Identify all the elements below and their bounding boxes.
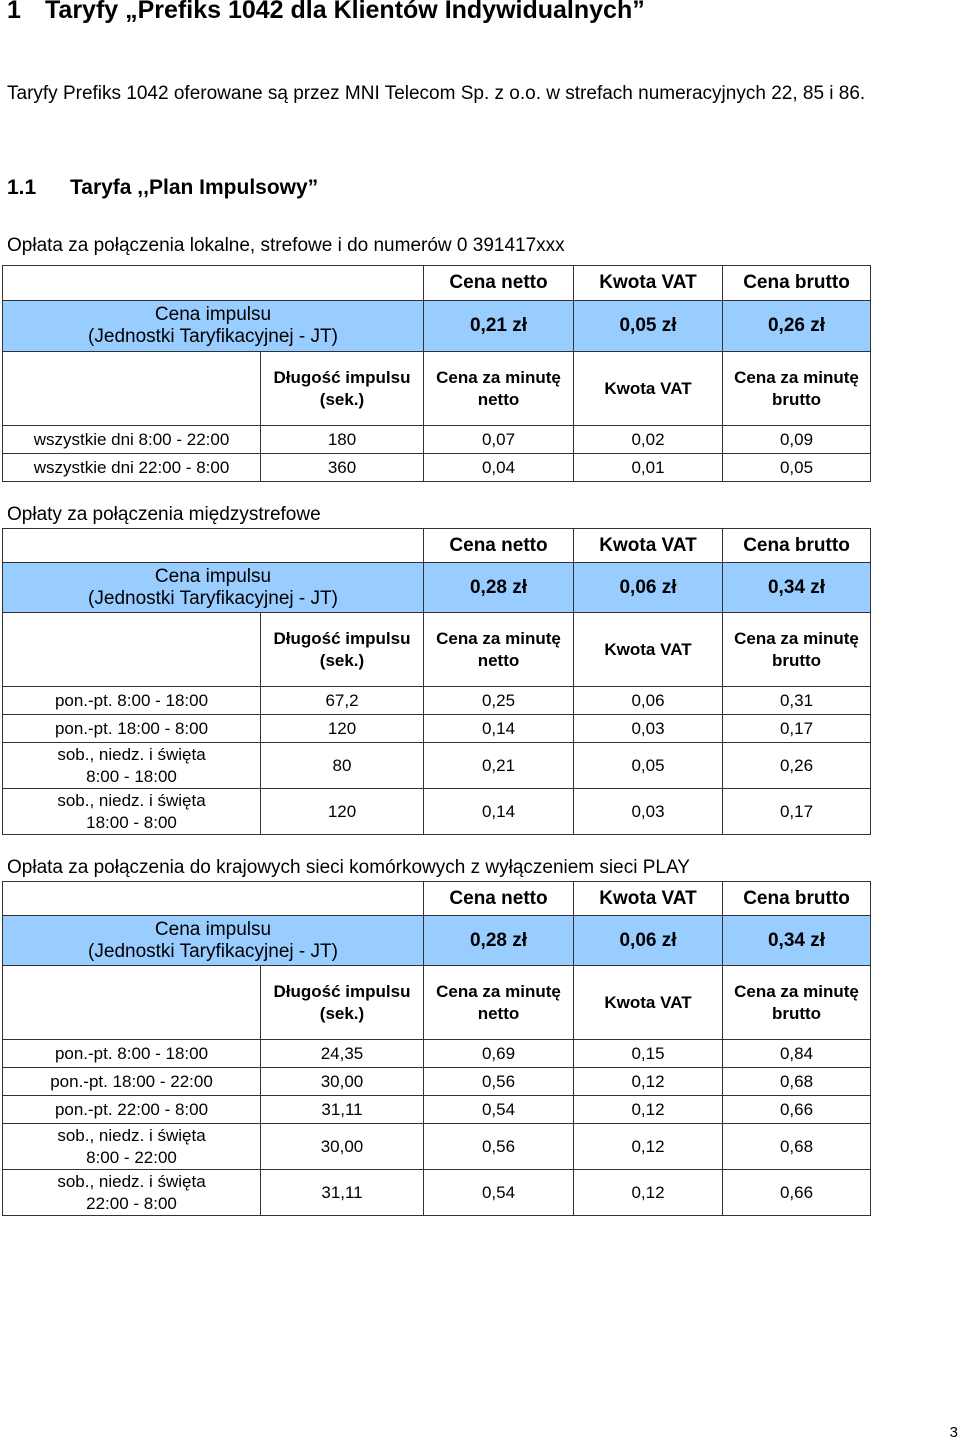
row-brutto: 0,66 [723,1096,871,1124]
row-condition-l1: sob., niedz. i święta [57,790,206,810]
tariff-table-intercity [2,528,871,835]
hdr-kwota-vat: Kwota VAT [574,882,723,916]
row-brutto: 0,84 [723,1040,871,1068]
table-row [3,715,871,743]
jt-vat: 0,05 zł [574,301,723,352]
hdr-min-brutto-l2: brutto [771,389,822,409]
hdr-cena-brutto: Cena brutto [723,529,871,563]
row-netto: 0,25 [424,687,574,715]
row-netto: 0,21 [424,743,574,789]
table-row [3,1096,871,1124]
hdr-min-netto-l1: Cena za minutę [436,367,561,387]
row-condition [3,1170,261,1216]
blank-cell [3,966,261,1040]
jt-label [3,563,424,613]
hdr-kwota-vat: Kwota VAT [574,529,723,563]
hdr-min-brutto-l2: brutto [771,1003,822,1023]
jt-label-line1: Cena impulsu [154,918,272,940]
section-title-mobile: Opłata za połączenia do krajowych sieci komórkowych z wyłączeniem sieci PLAY [7,857,690,878]
row-brutto: 0,68 [723,1068,871,1096]
hdr-dlugosc-l2: (sek.) [319,1003,365,1023]
row-vat: 0,02 [574,426,723,454]
hdr-min-netto-l1: Cena za minutę [436,981,561,1001]
row-condition: wszystkie dni 22:00 - 8:00 [3,454,261,482]
row-dlugosc: 31,11 [261,1170,424,1216]
row-dlugosc: 360 [261,454,424,482]
row-vat: 0,06 [574,687,723,715]
row-brutto: 0,66 [723,1170,871,1216]
hdr-min-brutto [723,613,871,687]
hdr-min-vat: Kwota VAT [574,352,723,426]
jt-netto: 0,28 zł [424,916,574,966]
table-row [3,454,871,482]
hdr-dlugosc-l2: (sek.) [319,389,365,409]
row-condition: pon.-pt. 18:00 - 22:00 [3,1068,261,1096]
row-vat: 0,15 [574,1040,723,1068]
row-brutto: 0,17 [723,789,871,835]
hdr-min-netto-l2: netto [477,1003,520,1023]
table-row [3,426,871,454]
row-vat: 0,03 [574,715,723,743]
row-vat: 0,03 [574,789,723,835]
row-brutto: 0,26 [723,743,871,789]
row-dlugosc: 180 [261,426,424,454]
row-vat: 0,05 [574,743,723,789]
section-title-intercity: Opłaty za połączenia międzystrefowe [7,504,321,525]
row-dlugosc: 24,35 [261,1040,424,1068]
hdr-min-brutto-l1: Cena za minutę [734,981,859,1001]
hdr-dlugosc [261,966,424,1040]
row-netto: 0,04 [424,454,574,482]
page-number: 3 [949,1424,958,1441]
row-vat: 0,12 [574,1124,723,1170]
row-condition: pon.-pt. 22:00 - 8:00 [3,1096,261,1124]
page-heading [7,0,645,25]
jt-label-line1: Cena impulsu [154,304,272,325]
row-vat: 0,12 [574,1068,723,1096]
row-vat: 0,12 [574,1170,723,1216]
row-condition [3,1124,261,1170]
hdr-cena-netto: Cena netto [424,529,574,563]
table-corner [3,529,424,563]
hdr-min-netto-l2: netto [477,389,520,409]
row-netto: 0,54 [424,1096,574,1124]
row-vat: 0,12 [574,1096,723,1124]
table-row [3,687,871,715]
table-row [3,1040,871,1068]
hdr-min-vat: Kwota VAT [574,613,723,687]
table-row [3,743,871,789]
hdr-cena-netto: Cena netto [424,266,574,301]
row-dlugosc: 120 [261,789,424,835]
row-dlugosc: 67,2 [261,687,424,715]
hdr-cena-brutto: Cena brutto [723,882,871,916]
row-condition [3,743,261,789]
row-condition: wszystkie dni 8:00 - 22:00 [3,426,261,454]
row-netto: 0,56 [424,1124,574,1170]
row-brutto: 0,31 [723,687,871,715]
row-dlugosc: 30,00 [261,1068,424,1096]
row-condition: pon.-pt. 8:00 - 18:00 [3,687,261,715]
row-netto: 0,07 [424,426,574,454]
row-condition-l1: sob., niedz. i święta [57,1171,206,1191]
hdr-min-netto [424,352,574,426]
hdr-min-netto [424,966,574,1040]
jt-label-line2: (Jednostki Taryfikacyjnej - JT) [88,326,338,347]
jt-netto: 0,21 zł [424,301,574,352]
hdr-min-netto-l2: netto [477,650,520,670]
hdr-min-netto-l1: Cena za minutę [436,628,561,648]
blank-cell [3,352,261,426]
row-condition: pon.-pt. 18:00 - 8:00 [3,715,261,743]
row-brutto: 0,68 [723,1124,871,1170]
row-dlugosc: 80 [261,743,424,789]
hdr-min-brutto [723,966,871,1040]
hdr-min-brutto-l1: Cena za minutę [734,367,859,387]
row-dlugosc: 30,00 [261,1124,424,1170]
table-row [3,1124,871,1170]
table-row [3,789,871,835]
table-row [3,1068,871,1096]
row-condition-l1: sob., niedz. i święta [57,1125,206,1145]
section-title-local: Opłata za połączenia lokalne, strefowe i do numerów 0 391417xxx [7,235,565,256]
jt-label-line1: Cena impulsu [154,565,272,587]
row-netto: 0,69 [424,1040,574,1068]
row-condition-l1: sob., niedz. i święta [57,744,206,764]
jt-netto: 0,28 zł [424,563,574,613]
hdr-min-brutto-l2: brutto [771,650,822,670]
row-condition-l2: 8:00 - 18:00 [86,766,177,786]
subheading-number: 1.1 [7,176,37,199]
table-row [3,1170,871,1216]
hdr-cena-brutto: Cena brutto [723,266,871,301]
tariff-table-local [2,265,871,482]
jt-label [3,301,424,352]
table-corner [3,882,424,916]
jt-label [3,916,424,966]
row-brutto: 0,17 [723,715,871,743]
hdr-dlugosc-l1: Długość impulsu [273,628,411,648]
row-netto: 0,14 [424,789,574,835]
jt-brutto: 0,26 zł [723,301,871,352]
jt-brutto: 0,34 zł [723,563,871,613]
row-brutto: 0,09 [723,426,871,454]
row-vat: 0,01 [574,454,723,482]
row-condition-l2: 22:00 - 8:00 [86,1193,177,1213]
row-dlugosc: 31,11 [261,1096,424,1124]
blank-cell [3,613,261,687]
hdr-min-brutto [723,352,871,426]
intro-paragraph: Taryfy Prefiks 1042 oferowane są przez MNI Telecom Sp. z o.o. w strefach numeracyjnych 22, 85 i 86. [7,83,866,104]
hdr-min-brutto-l1: Cena za minutę [734,628,859,648]
hdr-cena-netto: Cena netto [424,882,574,916]
hdr-kwota-vat: Kwota VAT [574,266,723,301]
hdr-dlugosc [261,613,424,687]
row-netto: 0,14 [424,715,574,743]
subheading [7,176,318,200]
row-condition-l2: 8:00 - 22:00 [86,1147,177,1167]
row-brutto: 0,05 [723,454,871,482]
heading-text: Taryfy „Prefiks 1042 dla Klientów Indywidualnych” [45,0,645,24]
hdr-dlugosc-l1: Długość impulsu [273,367,411,387]
jt-vat: 0,06 zł [574,916,723,966]
hdr-dlugosc [261,352,424,426]
hdr-min-netto [424,613,574,687]
jt-label-line2: (Jednostki Taryfikacyjnej - JT) [88,940,338,962]
hdr-dlugosc-l1: Długość impulsu [273,981,411,1001]
row-netto: 0,56 [424,1068,574,1096]
row-condition-l2: 18:00 - 8:00 [86,812,177,832]
row-condition [3,789,261,835]
table-corner [3,266,424,301]
row-netto: 0,54 [424,1170,574,1216]
jt-vat: 0,06 zł [574,563,723,613]
hdr-dlugosc-l2: (sek.) [319,650,365,670]
subheading-text: Taryfa ,,Plan Impulsowy” [70,176,319,199]
hdr-min-vat: Kwota VAT [574,966,723,1040]
tariff-table-mobile [2,881,871,1216]
jt-label-line2: (Jednostki Taryfikacyjnej - JT) [88,587,338,609]
row-dlugosc: 120 [261,715,424,743]
heading-number: 1 [7,0,21,24]
row-condition: pon.-pt. 8:00 - 18:00 [3,1040,261,1068]
jt-brutto: 0,34 zł [723,916,871,966]
